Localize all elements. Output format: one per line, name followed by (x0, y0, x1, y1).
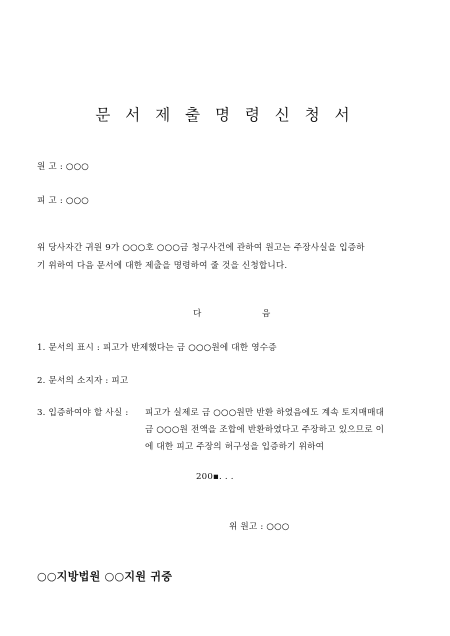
filing-date: 200▪. . . (196, 472, 234, 482)
item-3-label: 3. 입증하여야 할 사실 : (37, 408, 129, 418)
section-heading-da: 다 (193, 309, 202, 319)
plaintiff-signature: 위 원고 : ○○○ (229, 522, 290, 532)
item-2-document-holder: 2. 문서의 소지자 : 피고 (37, 376, 129, 386)
item-3-text-line-3: 에 대한 피고 주장의 허구성을 입증하기 위하여 (145, 442, 325, 452)
defendant-line: 피 고 : ○○○ (37, 196, 89, 206)
plaintiff-line: 원 고 : ○○○ (37, 162, 89, 172)
item-3-text-line-1: 피고가 실제로 금 ○○○원만 반환 하였음에도 계속 토지매매대 (145, 408, 385, 418)
court-addressee: ○○지방법원 ○○지원 귀중 (37, 570, 173, 583)
section-heading-eum: 음 (262, 309, 271, 319)
document-title: 문 서 제 출 명 령 신 청 서 (95, 106, 355, 124)
intro-line-1: 위 당사자간 귀원 9가 ○○○호 ○○○금 청구사건에 관하여 원고는 주장사실을 입증하 (37, 243, 365, 253)
intro-line-2: 기 위하여 다음 문서에 대한 제출을 명령하여 줄 것을 신청합니다. (37, 261, 288, 271)
item-3-text-line-2: 금 ○○○원 전액을 조합에 반환하였다고 주장하고 있으므로 이 (145, 425, 385, 435)
item-1-document-description: 1. 문서의 표시 : 피고가 반제했다는 금 ○○○원에 대한 영수증 (37, 343, 277, 353)
